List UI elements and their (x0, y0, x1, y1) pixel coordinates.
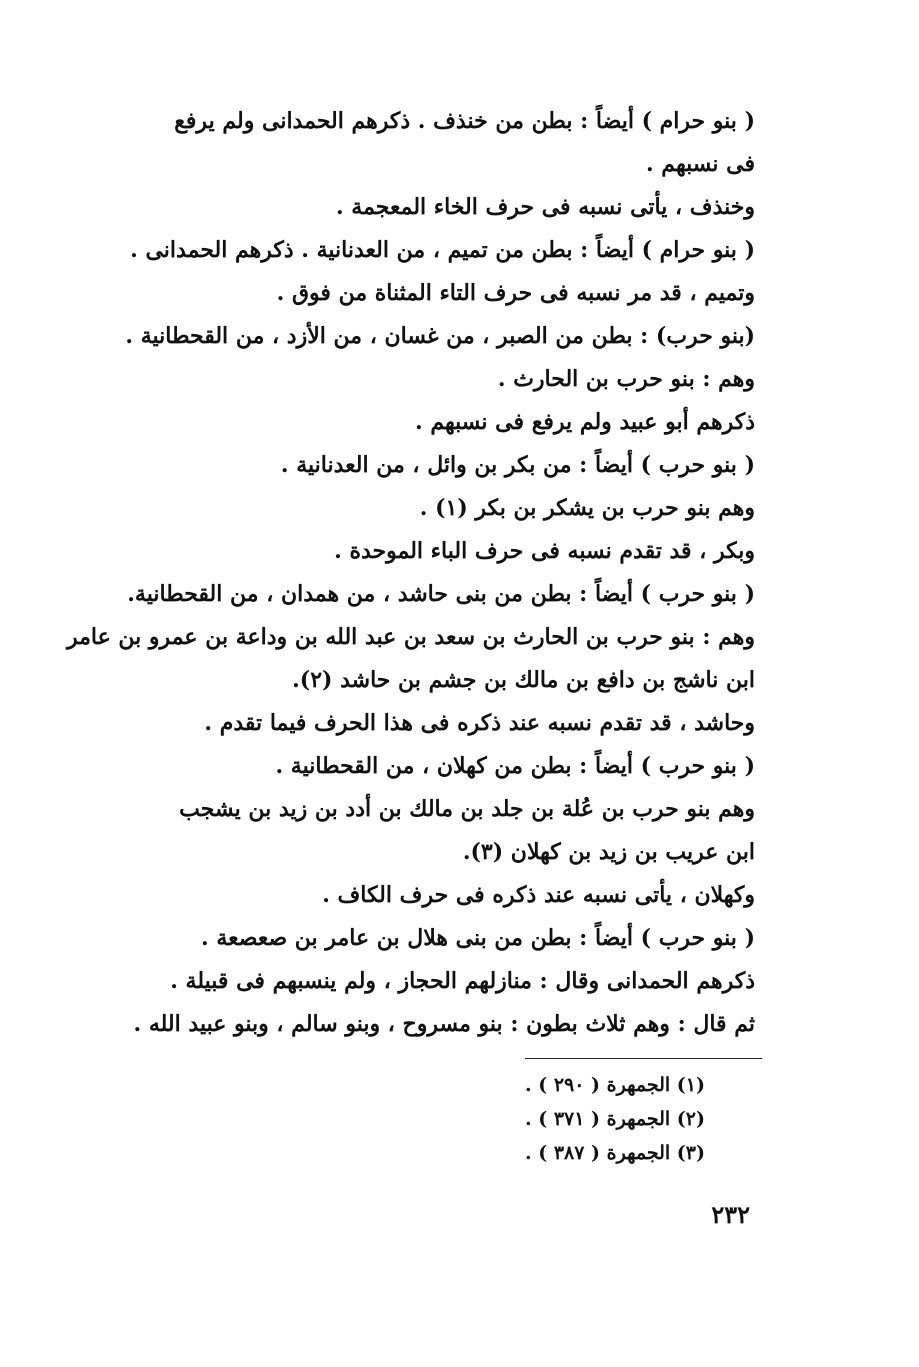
footnote: (١) الجمهرة ( ٢٩٠ ) . (524, 1074, 705, 1096)
text-line: وهم بنو حرب بن يشكر بن بكر (١) . (419, 495, 755, 521)
text-line: ذكرهم أبو عبيد ولم يرفع فى نسبهم . (415, 409, 755, 435)
text-line: ( بنو حرام ) أيضاً : بطن من تميم ، من العدنانية . ذكرهم الحمدانى . (130, 237, 755, 263)
text-line: وكهلان ، يأتى نسبه عند ذكره فى حرف الكاف . (322, 882, 755, 908)
footnote-divider (525, 1058, 762, 1059)
text-line: وتميم ، قد مر نسبه فى حرف التاء المثناة من فوق . (276, 280, 755, 306)
text-line: ابن ناشج بن دافع بن مالك بن جشم بن حاشد (٢). (292, 667, 755, 693)
text-line: ثم قال : وهم ثلاث بطون : بنو مسروح ، وبنو سالم ، وبنو عبيد الله . (133, 1011, 755, 1037)
footnote: (٣) الجمهرة ( ٣٨٧ ) . (524, 1142, 705, 1164)
text-line: ( بنو حرب ) أيضاً : بطن من كهلان ، من القحطانية . (275, 753, 755, 779)
footnote: (٢) الجمهرة ( ٣٧١ ) . (524, 1108, 705, 1130)
text-line: وبكر ، قد تقدم نسبه فى حرف الباء الموحدة . (334, 538, 755, 564)
text-line: ( بنو حرب ) أيضاً : بطن من بنى حاشد ، من همدان ، من القحطانية. (127, 581, 755, 607)
text-line: وهم بنو حرب بن عُلة بن جلد بن مالك بن أدد بن زيد بن يشجب (179, 796, 755, 822)
text-line: وهم : بنو حرب بن الحارث بن سعد بن عبد الله بن وداعة بن عمرو بن عامر (66, 624, 755, 650)
text-line: ذكرهم الحمدانى وقال : منازلهم الحجاز ، ولم ينسبهم فى قبيلة . (170, 968, 755, 994)
text-line: وحاشد ، قد تقدم نسبه عند ذكره فى هذا الحرف فيما تقدم . (204, 710, 755, 736)
text-line: وهم : بنو حرب بن الحارث . (497, 366, 755, 392)
text-line: فى نسبهم . (645, 151, 755, 177)
text-line: ( بنو حرام ) أيضاً : بطن من خنذف . ذكرهم الحمدانى ولم يرفع (174, 108, 755, 134)
text-line: ( بنو حرب ) أيضاً : بطن من بنى هلال بن عامر بن صعصعة . (201, 925, 755, 951)
main-text (66, 100, 755, 1046)
page-number: ٢٣٢ (711, 1200, 750, 1229)
text-line: ( بنو حرب ) أيضاً : من بكر بن وائل ، من العدنانية . (280, 452, 755, 478)
text-line: وخنذف ، يأتى نسبه فى حرف الخاء المعجمة . (335, 194, 755, 220)
text-line: ابن عريب بن زيد بن كهلان (٣). (462, 839, 755, 865)
text-line: (بنو حرب) : بطن من الصبر ، من غسان ، من الأزد ، من القحطانية . (125, 323, 755, 349)
footnotes (425, 1068, 705, 1170)
